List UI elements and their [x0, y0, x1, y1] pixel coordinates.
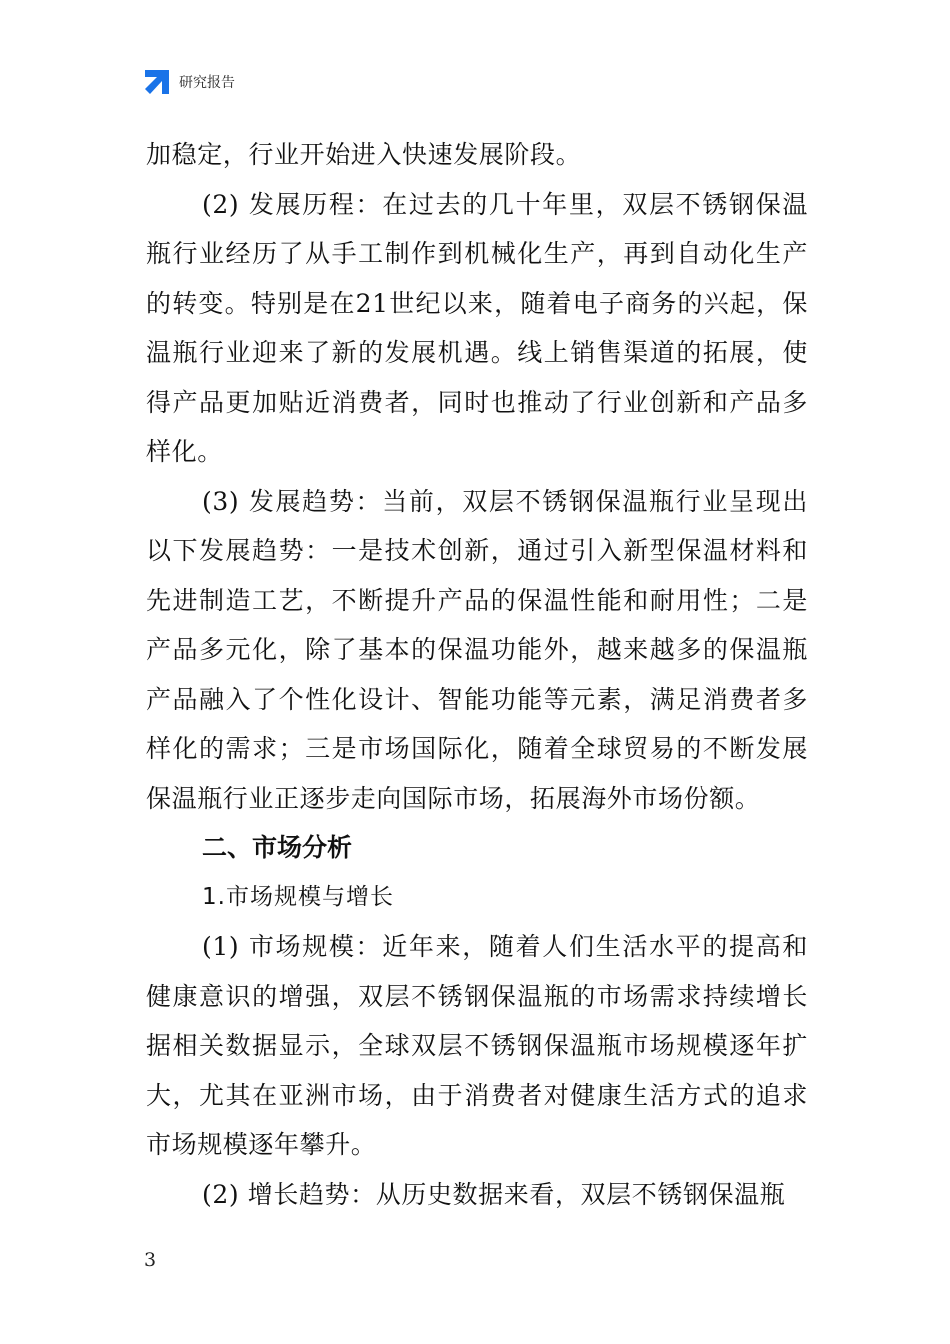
document-body	[146, 130, 808, 1219]
paragraph-development-history: (2) 发展历程：在过去的几十年里，双层不锈钢保温瓶行业经历了从手工制作到机械化生产，再到自动化生产的转变。特别是在21世纪以来，随着电子商务的兴起，保温瓶行业迎来了新的发展机遇。线上销售渠道的拓展，使得产品更加贴近消费者，同时也推动了行业创新和产品多样化。	[146, 189, 808, 466]
header-title: 研究报告	[179, 75, 235, 91]
paragraph-development-trends: (3) 发展趋势：当前，双层不锈钢保温瓶行业呈现出以下发展趋势：一是技术创新，通过引入新型保温材料和先进制造工艺，不断提升产品的保温性能和耐用性；二是产品多元化，除了基本的保温功能外，越来越多的保温瓶产品融入了个性化设计、智能功能等元素，满足消费者多样化的需求；三是市场国际化，随着全球贸易的不断发展保温瓶行业正逐步走向国际市场，拓展海外市场份额。	[146, 486, 808, 813]
paragraph-continuation: 加稳定，行业开始进入快速发展阶段。	[146, 140, 582, 169]
section-heading-market-analysis: 二、市场分析	[202, 833, 353, 862]
paragraph-market-size: (1) 市场规模：近年来，随着人们生活水平的提高和健康意识的增强，双层不锈钢保温瓶的市场需求持续增长据相关数据显示，全球双层不锈钢保温瓶市场规模逐年扩大，尤其在亚洲市场，由于消费者对健康生活方式的追求市场规模逐年攀升。	[146, 932, 808, 1159]
subsection-heading-market-size: 1.市场规模与增长	[202, 883, 394, 910]
page-header	[143, 68, 235, 96]
page-number: 3	[144, 1249, 157, 1271]
paragraph-growth-trend: (2) 增长趋势：从历史数据来看，双层不锈钢保温瓶	[202, 1179, 786, 1209]
report-logo-icon	[143, 68, 171, 96]
